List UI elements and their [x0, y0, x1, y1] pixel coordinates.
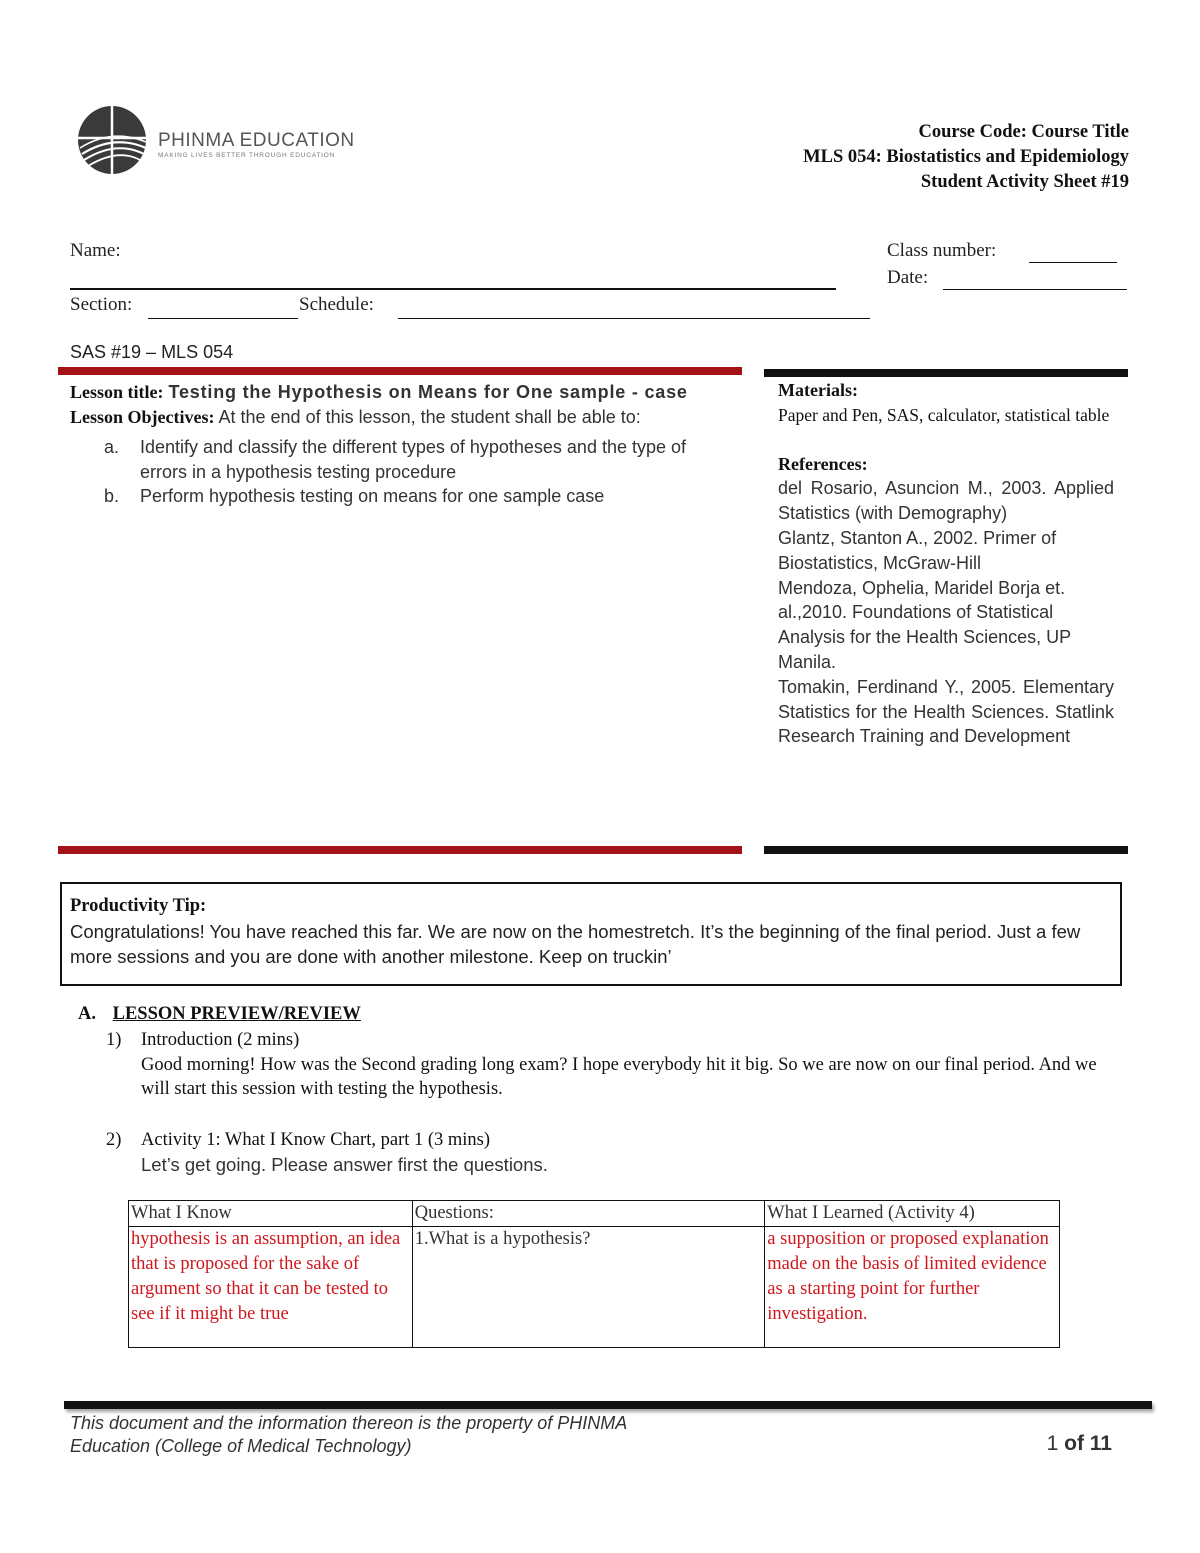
table-header-row	[129, 1201, 1060, 1227]
table-row	[129, 1227, 1060, 1348]
objective-text: Perform hypothesis testing on means for one sample case	[140, 486, 605, 506]
reference-item: Glantz, Stanton A., 2002. Primer of Biostatistics, McGraw-Hill	[778, 527, 1057, 573]
top-divider-black	[764, 369, 1128, 377]
question-cell: 1.What is a hypothesis?	[412, 1227, 765, 1348]
schedule-label: Schedule:	[299, 294, 374, 315]
footer-notice	[70, 1412, 627, 1458]
item-title: Introduction (2 mins)	[141, 1030, 300, 1050]
materials-label: Materials:	[778, 380, 858, 400]
top-divider-red	[58, 367, 742, 375]
item-body: Good morning! How was the Second grading long exam? I hope everybody hit it big. So we are now on our final period. And we will start this session with testing the hypothesis.	[141, 1054, 1097, 1099]
item-title: Activity 1: What I Know Chart, part 1 (3 mins)	[141, 1130, 491, 1150]
section-label: Section:	[70, 294, 133, 315]
bottom-divider-red	[58, 846, 742, 854]
table-header-cell: What I Know	[129, 1201, 413, 1227]
reference-item: del Rosario, Asuncion M., 2003. Applied Statistics (with Demography)	[778, 478, 1114, 524]
activity-sheet-number: Student Activity Sheet #19	[920, 172, 1129, 192]
footer-line: This document and the information thereon is the property of PHINMA	[70, 1413, 628, 1433]
section-a-letter: A.	[78, 1004, 96, 1024]
footer-divider	[64, 1401, 1152, 1409]
lesson-objectives-row	[70, 405, 730, 430]
page-number	[1047, 1432, 1112, 1456]
section-a-heading	[78, 1004, 361, 1025]
lesson-panel	[70, 380, 730, 509]
section-field[interactable]	[148, 318, 298, 319]
reference-item: Mendoza, Ophelia, Maridel Borja et. al.,2010. Foundations of Statistical Analysis for the Health Sciences, UP Manila.	[778, 577, 1071, 672]
lesson-title: Testing the Hypothesis on Means for One sample - case	[168, 382, 688, 402]
what-i-know-table	[128, 1200, 1060, 1348]
bottom-divider-black	[764, 846, 1128, 854]
date-field[interactable]	[943, 289, 1127, 290]
class-number-field[interactable]	[1029, 262, 1117, 263]
objectives-list	[70, 435, 730, 509]
sas-label: SAS #19 – MLS 054	[70, 342, 234, 362]
course-title: MLS 054: Biostatistics and Epidemiology	[803, 147, 1129, 167]
productivity-tip-box	[60, 882, 1122, 986]
references-label: References:	[778, 453, 868, 474]
list-item	[104, 484, 730, 509]
lesson-title-row	[70, 380, 730, 405]
lesson-objectives-intro: At the end of this lesson, the student shall be able to:	[218, 406, 641, 427]
productivity-tip-text: Congratulations! You have reached this far. We are now on the homestretch. It’s the beginning of the final period. Just a few more sessions and you are done with another milestone. Keep on truckin’	[70, 921, 1081, 967]
list-marker: b.	[104, 486, 120, 506]
name-field[interactable]	[70, 288, 836, 290]
item-body: Let’s get going. Please answer first the questions.	[141, 1153, 548, 1175]
logo-tagline: MAKING LIVES BETTER THROUGH EDUCATION	[158, 152, 336, 159]
schedule-field[interactable]	[398, 318, 870, 319]
logo-text: PHINMA EDUCATION	[158, 130, 355, 151]
name-label: Name:	[70, 240, 121, 261]
class-number-label: Class number:	[887, 240, 997, 261]
section-a-title: LESSON PREVIEW/REVIEW	[112, 1004, 361, 1024]
productivity-tip-label: Productivity Tip:	[70, 896, 207, 916]
page-current: 1	[1046, 1432, 1059, 1455]
list-item	[141, 1028, 1121, 1102]
course-code-label: Course Code: Course Title	[918, 122, 1129, 142]
item-number: 1)	[106, 1030, 122, 1050]
objective-text: Identify and classify the different types of hypotheses and the type of errors in a hypothesis testing procedure	[140, 437, 687, 482]
table-header-cell: Questions:	[412, 1201, 765, 1227]
materials-panel	[778, 378, 1114, 749]
lesson-title-label: Lesson title:	[70, 382, 164, 402]
what-i-know-answer[interactable]: hypothesis is an assumption, an idea that is proposed for the sake of argument so that it can be tested to see if it might be true	[129, 1227, 413, 1348]
item-number: 2)	[106, 1130, 122, 1150]
list-item	[141, 1128, 1121, 1177]
course-header	[803, 120, 1129, 195]
reference-item: Tomakin, Ferdinand Y., 2005. Elementary Statistics for the Health Sciences. Statlink Research Training and Development	[778, 676, 1114, 747]
date-label: Date:	[887, 267, 929, 288]
list-item	[104, 435, 730, 484]
table-header-cell: What I Learned (Activity 4)	[765, 1201, 1060, 1227]
lesson-objectives-label: Lesson Objectives:	[70, 406, 215, 427]
page-total: of 11	[1058, 1432, 1112, 1455]
what-i-learned-answer[interactable]: a supposition or proposed explanation made on the basis of limited evidence as a starting point for further investigation.	[765, 1227, 1060, 1348]
list-marker: a.	[104, 437, 120, 457]
materials-text: Paper and Pen, SAS, calculator, statistical table	[778, 404, 1110, 425]
footer-line: Education (College of Medical Technology)	[70, 1436, 412, 1456]
